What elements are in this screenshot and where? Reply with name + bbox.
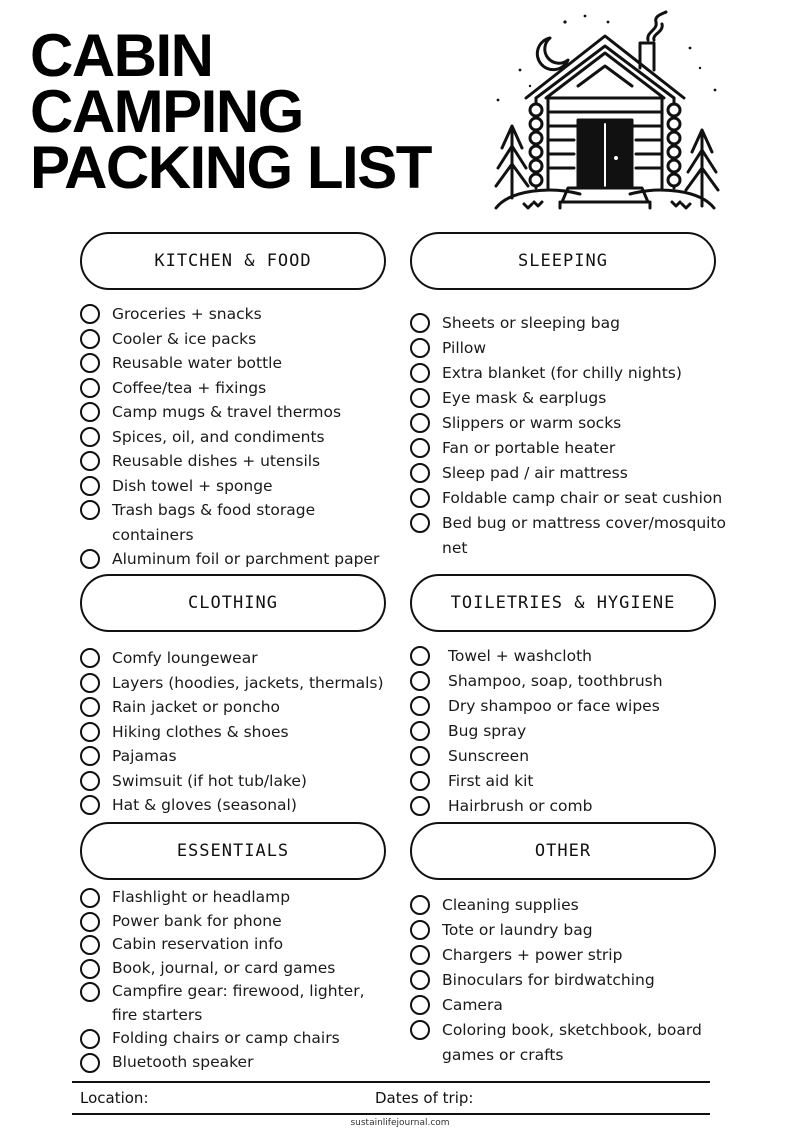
checkbox[interactable] (410, 895, 430, 915)
checkbox[interactable] (80, 304, 100, 324)
item-label: Pillow (442, 339, 487, 357)
item-label: Cleaning supplies (442, 896, 579, 914)
list-item[interactable] (410, 311, 730, 336)
item-label: Camp mugs & travel thermos (112, 403, 342, 421)
list-item[interactable] (80, 910, 380, 934)
checkbox[interactable] (80, 378, 100, 398)
clothing-list (80, 646, 390, 818)
item-label: Groceries + snacks (112, 305, 262, 323)
list-item[interactable] (80, 302, 390, 327)
item-label: Bluetooth speaker (112, 1052, 254, 1071)
checkbox[interactable] (80, 959, 100, 979)
list-item[interactable] (410, 486, 730, 511)
item-label: Power bank for phone (112, 911, 282, 930)
item-label: Fan or portable heater (442, 439, 616, 457)
item-label: Reusable water bottle (112, 354, 283, 372)
item-label: Hiking clothes & shoes (112, 722, 289, 741)
list-item[interactable] (80, 351, 390, 376)
item-label: Sleep pad / air mattress (442, 464, 628, 482)
checkbox[interactable] (80, 673, 100, 693)
item-label: Sheets or sleeping bag (442, 314, 620, 332)
checkbox[interactable] (410, 746, 430, 766)
checkbox[interactable] (80, 1029, 100, 1049)
list-item[interactable] (410, 694, 730, 719)
section-heading-sleeping: SLEEPING (410, 232, 716, 290)
checkbox[interactable] (80, 476, 100, 496)
list-item[interactable] (410, 769, 730, 794)
list-item[interactable] (410, 436, 730, 461)
list-item[interactable] (80, 957, 380, 981)
item-label: Hat & gloves (seasonal) (112, 796, 297, 814)
list-item[interactable] (80, 769, 390, 794)
checkbox[interactable] (80, 402, 100, 422)
checkbox[interactable] (80, 697, 100, 717)
checkbox[interactable] (410, 463, 430, 483)
essentials-list (80, 886, 380, 1074)
list-item[interactable] (410, 893, 750, 918)
item-label: Sunscreen (448, 747, 530, 765)
checkbox[interactable] (80, 500, 100, 520)
checkbox[interactable] (80, 427, 100, 447)
item-label: Camera (442, 996, 503, 1014)
item-label: Layers (hoodies, jackets, thermals) (112, 673, 384, 692)
list-item[interactable] (80, 498, 390, 547)
checkbox[interactable] (80, 353, 100, 373)
checkbox[interactable] (410, 338, 430, 358)
item-label: Aluminum foil or parchment paper (112, 550, 380, 568)
list-item[interactable] (80, 695, 390, 720)
item-label: Rain jacket or poncho (112, 698, 281, 716)
list-item[interactable] (80, 425, 390, 450)
checkbox[interactable] (80, 888, 100, 908)
checkbox[interactable] (410, 771, 430, 791)
item-label: Campfire gear: firewood, lighter, fire starters (112, 982, 365, 1024)
sleeping-list (410, 311, 730, 561)
list-item[interactable] (80, 793, 390, 818)
kitchen-food-list (80, 302, 390, 572)
list-item[interactable] (410, 794, 730, 819)
list-item[interactable] (80, 1051, 380, 1075)
item-label: Binoculars for birdwatching (442, 971, 655, 989)
list-item[interactable] (80, 449, 390, 474)
item-label: Dry shampoo or face wipes (448, 697, 660, 715)
checkbox[interactable] (80, 722, 100, 742)
list-item[interactable] (410, 943, 750, 968)
item-label: Cooler & ice packs (112, 329, 257, 348)
item-label: Coffee/tea + fixings (112, 378, 267, 397)
list-item[interactable] (410, 1018, 750, 1068)
list-item[interactable] (80, 671, 390, 696)
item-label: Hairbrush or comb (448, 797, 593, 815)
item-label: Flashlight or headlamp (112, 888, 291, 906)
list-item[interactable] (410, 669, 730, 694)
list-item[interactable] (410, 411, 730, 436)
item-label: Tote or laundry bag (442, 921, 593, 939)
item-label: Dish towel + sponge (112, 476, 273, 495)
checkbox[interactable] (80, 795, 100, 815)
checkbox[interactable] (410, 513, 430, 533)
section-heading-clothing: CLOTHING (80, 574, 386, 632)
list-item[interactable] (80, 744, 390, 769)
title-line-2: CAMPING (30, 78, 303, 145)
checkbox[interactable] (80, 648, 100, 668)
list-item[interactable] (80, 720, 390, 745)
item-label: Chargers + power strip (442, 946, 623, 964)
checkbox[interactable] (410, 388, 430, 408)
item-label: Coloring book, sketchbook, board games or crafts (442, 1021, 702, 1064)
item-label: Pajamas (112, 747, 177, 765)
list-item[interactable] (410, 461, 730, 486)
title-line-3: PACKING LIST (30, 134, 431, 201)
checkbox[interactable] (80, 935, 100, 955)
list-item[interactable] (80, 980, 380, 1027)
checkbox[interactable] (80, 771, 100, 791)
checkbox[interactable] (80, 1053, 100, 1073)
checkbox[interactable] (410, 413, 430, 433)
list-item[interactable] (410, 968, 750, 993)
item-label: First aid kit (448, 772, 534, 790)
checkbox[interactable] (410, 438, 430, 458)
divider-bottom (72, 1113, 710, 1115)
section-heading-essentials: ESSENTIALS (80, 822, 386, 880)
footer-url: sustainlifejournal.com (350, 1118, 450, 1128)
log-cabin-icon (490, 8, 720, 218)
item-label: Reusable dishes + utensils (112, 452, 321, 470)
location-field-label[interactable]: Location: (80, 1089, 149, 1107)
checkbox[interactable] (410, 945, 430, 965)
checkbox[interactable] (410, 920, 430, 940)
item-label: Eye mask & earplugs (442, 389, 607, 407)
list-item[interactable] (410, 644, 730, 669)
list-item[interactable] (80, 1027, 380, 1051)
item-label: Shampoo, soap, toothbrush (448, 672, 663, 690)
checkbox[interactable] (410, 696, 430, 716)
item-label: Extra blanket (for chilly nights) (442, 364, 682, 382)
checkbox[interactable] (80, 982, 100, 1002)
item-label: Bug spray (448, 722, 527, 740)
list-item[interactable] (80, 646, 390, 671)
checkbox[interactable] (410, 796, 430, 816)
list-item[interactable] (410, 993, 750, 1018)
list-item[interactable] (80, 933, 380, 957)
checkbox[interactable] (80, 912, 100, 932)
dates-field-label[interactable]: Dates of trip: (375, 1089, 474, 1107)
checkbox[interactable] (410, 313, 430, 333)
item-label: Spices, oil, and condiments (112, 427, 325, 446)
checkbox[interactable] (410, 995, 430, 1015)
section-heading-toiletries: TOILETRIES & HYGIENE (410, 574, 716, 632)
list-item[interactable] (80, 547, 390, 572)
item-label: Slippers or warm socks (442, 414, 622, 432)
page-title (30, 22, 431, 201)
item-label: Comfy loungewear (112, 649, 258, 667)
checkbox[interactable] (80, 451, 100, 471)
section-heading-kitchen-food: KITCHEN & FOOD (80, 232, 386, 290)
item-label: Book, journal, or card games (112, 958, 336, 977)
checkbox[interactable] (80, 746, 100, 766)
list-item[interactable] (410, 511, 730, 561)
list-item[interactable] (80, 886, 380, 910)
list-item[interactable] (410, 361, 730, 386)
list-item[interactable] (410, 336, 730, 361)
checkbox[interactable] (410, 646, 430, 666)
item-label: Cabin reservation info (112, 935, 284, 953)
item-label: Swimsuit (if hot tub/lake) (112, 771, 307, 790)
list-item[interactable] (80, 376, 390, 401)
item-label: Towel + washcloth (448, 647, 592, 665)
checkbox[interactable] (410, 671, 430, 691)
list-item[interactable] (410, 744, 730, 769)
item-label: Trash bags & food storage containers (112, 501, 316, 544)
checkbox[interactable] (80, 549, 100, 569)
list-item[interactable] (80, 400, 390, 425)
list-item[interactable] (80, 327, 390, 352)
section-heading-other: OTHER (410, 822, 716, 880)
title-line-1: CABIN (30, 22, 213, 89)
list-item[interactable] (410, 918, 750, 943)
checkbox[interactable] (410, 970, 430, 990)
checkbox[interactable] (410, 488, 430, 508)
item-label: Foldable camp chair or seat cushion (442, 489, 723, 507)
list-item[interactable] (410, 719, 730, 744)
other-list (410, 893, 750, 1068)
item-label: Folding chairs or camp chairs (112, 1029, 340, 1047)
list-item[interactable] (410, 386, 730, 411)
checkbox[interactable] (410, 721, 430, 741)
divider-top (72, 1081, 710, 1083)
list-item[interactable] (80, 474, 390, 499)
checkbox[interactable] (80, 329, 100, 349)
item-label: Bed bug or mattress cover/mosquito net (442, 514, 727, 557)
toiletries-list (410, 644, 730, 819)
checkbox[interactable] (410, 363, 430, 383)
checkbox[interactable] (410, 1020, 430, 1040)
